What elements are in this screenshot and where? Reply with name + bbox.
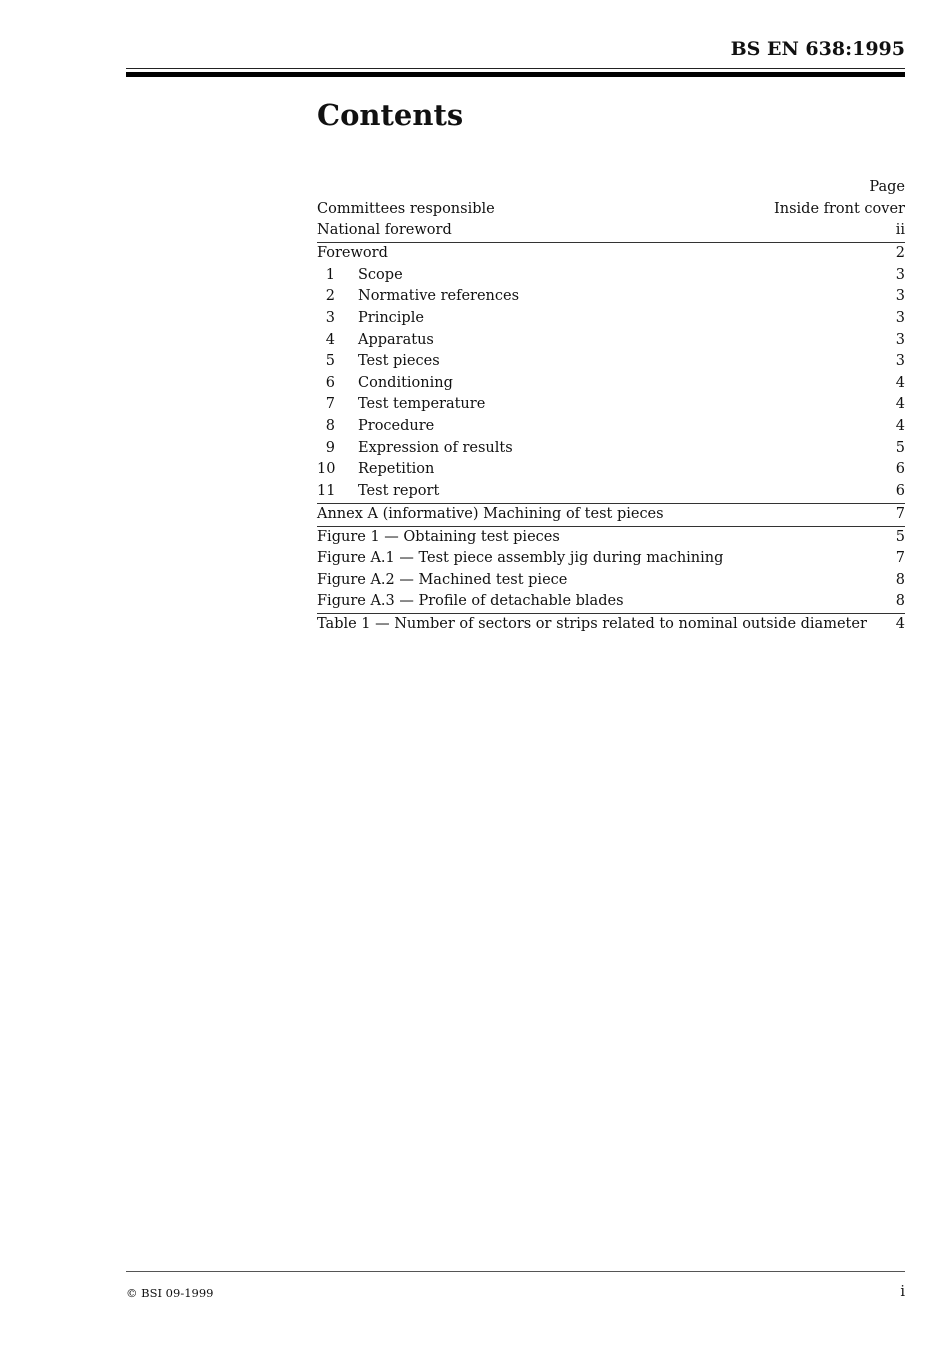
toc-entry-number: 5 (325, 353, 335, 370)
standard-code: BS EN 638:1995 (730, 38, 905, 60)
toc-entry-page: 6 (895, 461, 905, 478)
toc-entry-page: 4 (895, 374, 905, 391)
toc-entry[interactable] (317, 416, 905, 438)
toc-entry-page: 3 (895, 353, 905, 370)
copyright-notice: © BSI 09-1999 (126, 1286, 214, 1300)
toc-entry-label: Test pieces (358, 353, 440, 370)
toc-entry-page: 8 (895, 593, 905, 610)
toc-entry-page: 3 (895, 288, 905, 305)
toc-entry-page: 5 (895, 439, 905, 456)
toc-entry-page: ii (895, 222, 905, 239)
table-of-contents (317, 177, 905, 636)
toc-entry-label: Test report (358, 482, 440, 499)
toc-entry-number: 11 (317, 482, 336, 499)
toc-entry-page: 8 (895, 571, 905, 588)
toc-entry-label: Normative references (358, 288, 520, 305)
toc-entry-page: 6 (895, 482, 905, 499)
toc-entry[interactable] (317, 548, 905, 570)
toc-entry-number: 10 (317, 461, 336, 478)
page-number: i (900, 1284, 905, 1300)
toc-entry-label: Figure A.2 — Machined test piece (317, 571, 568, 588)
toc-entry-page: 3 (895, 309, 905, 326)
footer-rule (126, 1271, 905, 1272)
toc-entry[interactable] (317, 504, 905, 526)
toc-entry-label: Test temperature (358, 396, 486, 413)
toc-entry-page: 3 (895, 266, 905, 283)
toc-entry-number: 9 (325, 439, 335, 456)
toc-entry-number: 7 (325, 396, 335, 413)
toc-entry[interactable] (317, 243, 905, 265)
toc-entry-page: Inside front cover (774, 200, 905, 217)
toc-entry[interactable] (317, 373, 905, 395)
toc-entry-page: 2 (895, 245, 905, 262)
toc-entry-number: 1 (325, 266, 335, 283)
toc-entry-label: National foreword (317, 222, 452, 239)
toc-entry[interactable] (317, 330, 905, 352)
toc-entry-label: Repetition (358, 461, 435, 478)
toc-entry-label: Figure A.3 — Profile of detachable blades (317, 593, 624, 610)
toc-page-heading: Page (869, 179, 905, 195)
toc-entry[interactable] (317, 459, 905, 481)
toc-entry-label: Apparatus (358, 331, 434, 348)
toc-entry-label: Figure 1 — Obtaining test pieces (317, 528, 560, 545)
toc-entry[interactable] (317, 308, 905, 330)
toc-entry-number: 6 (325, 374, 335, 391)
toc-entry[interactable] (317, 351, 905, 373)
toc-entry-number: 3 (325, 309, 335, 326)
toc-entry-label: Principle (358, 309, 424, 326)
toc-entry-label: Table 1 — Number of sectors or strips related to nominal outside diameter (317, 616, 867, 633)
toc-entry-label: Expression of results (358, 439, 513, 456)
toc-entry-page: 3 (895, 331, 905, 348)
toc-entry-page: 7 (895, 550, 905, 567)
toc-entry[interactable] (317, 286, 905, 308)
toc-entry-label: Scope (358, 266, 403, 283)
toc-entry[interactable] (317, 265, 905, 287)
toc-entry[interactable] (317, 570, 905, 592)
header-rule-thin (126, 68, 905, 69)
toc-entry-label: Foreword (317, 245, 388, 262)
toc-entry-label: Figure A.1 — Test piece assembly jig during machining (317, 550, 724, 567)
page-title: Contents (317, 98, 464, 132)
toc-entry[interactable] (317, 481, 905, 503)
toc-entry-page: 4 (895, 616, 905, 633)
toc-entry-page: 5 (895, 528, 905, 545)
toc-entry[interactable] (317, 527, 905, 549)
toc-page-heading-row (317, 177, 905, 199)
toc-entry[interactable] (317, 614, 905, 636)
toc-entry[interactable] (317, 438, 905, 460)
toc-entry-page: 7 (895, 505, 905, 522)
toc-entry[interactable] (317, 199, 905, 221)
toc-entry[interactable] (317, 591, 905, 613)
toc-entry-number: 2 (325, 288, 335, 305)
toc-entry-label: Annex A (informative) Machining of test pieces (317, 505, 664, 522)
toc-entry-label: Procedure (358, 417, 435, 434)
toc-entry-page: 4 (895, 396, 905, 413)
toc-entry[interactable] (317, 394, 905, 416)
toc-entry-number: 4 (325, 331, 335, 348)
toc-entry-page: 4 (895, 417, 905, 434)
toc-entry-label: Committees responsible (317, 200, 495, 217)
toc-entry[interactable] (317, 220, 905, 242)
toc-entry-number: 8 (325, 417, 335, 434)
header-rule-thick (126, 72, 905, 77)
toc-entry-label: Conditioning (358, 374, 453, 391)
